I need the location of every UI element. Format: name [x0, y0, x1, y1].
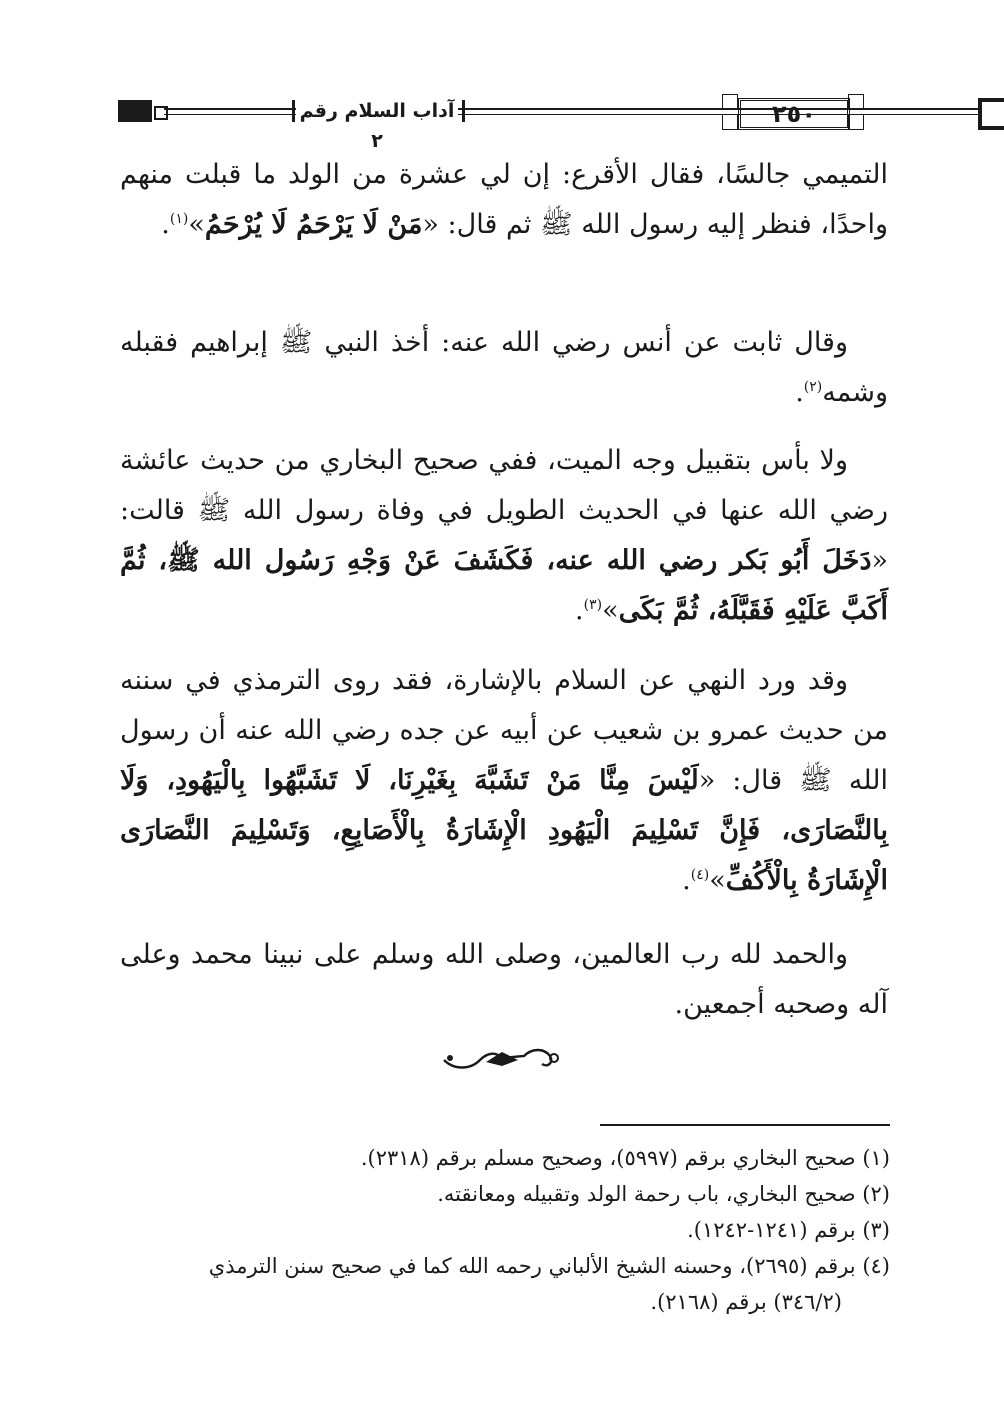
ornament-icon: [722, 114, 738, 130]
footnote-ref[interactable]: (٣): [583, 597, 603, 613]
text: »: [602, 595, 619, 626]
hadith-quote: مَنْ لَا يَرْحَمُ لَا يُرْحَمُ: [204, 209, 423, 240]
footnote-ref[interactable]: (١): [169, 211, 189, 227]
hadith-quote: دَخَلَ أَبُو بَكر رضي الله عنه، فَكَشَفَ عَنْ وَجْهِ رَسُول الله ﷺ، ثُمَّ أَكَبَّ عَلَيْهِ فَقَبَّلَهُ، ثُمَّ بَكَى: [120, 545, 888, 626]
paragraph-4: [120, 656, 888, 906]
header-bar: [292, 100, 295, 122]
decorative-flourish-icon: [440, 1044, 564, 1072]
text: التميمي جالسًا، فقال الأقرع: إن لي عشرة من الولد ما قبلت منهم واحدًا، فنظر إليه رسول الله ﷺ ثم قال: «: [120, 159, 888, 240]
main-text: [120, 318, 888, 418]
book-title: آداب السلام رقم ٢: [296, 96, 458, 156]
hadith-quote: لَيْسَ مِنَّا مَنْ تَشَبَّهَ بِغَيْرِنَا، لَا تَشَبَّهُوا بِالْيَهُودِ، وَلَا بِالنَّصَارَى، فَإِنَّ تَسْلِيمَ الْيَهُودِ الْإِشَارَةُ بِالْأَصَابِعِ، وَتَسْلِيمَ النَّصَارَى الْإِشَارَةُ بِالْأَكُفِّ: [120, 765, 888, 896]
footnote-4-cont: (٣٤٦/٢) برقم (٢١٦٨).: [650, 1290, 842, 1314]
paragraph-1: [120, 150, 888, 250]
page-number: ٢٥٠: [738, 98, 850, 130]
footnote-1: (١) صحيح البخاري برقم (٥٩٩٧)، وصحيح مسلم برقم (٢٣١٨).: [360, 1146, 890, 1170]
page-header: [118, 94, 890, 152]
main-text: [120, 436, 888, 636]
paragraph-5: والحمد لله رب العالمين، وصلى الله وسلم على نبينا محمد وعلى آله وصحبه أجمعين.: [120, 939, 888, 1020]
ornament-icon: [722, 94, 738, 110]
paragraph-2: [120, 318, 888, 418]
header-end-square: [978, 98, 1004, 130]
text: .: [795, 377, 804, 408]
text: .: [161, 209, 170, 240]
text: ولا بأس بتقبيل وجه الميت، ففي صحيح البخاري من حديث عائشة رضي الله عنها في الحديث الطويل في وفاة رسول الله ﷺ قالت: «: [120, 445, 888, 576]
footnote-ref[interactable]: (٢): [803, 379, 823, 395]
main-text: [120, 930, 888, 1030]
footnote-4: (٤) برقم (٢٦٩٥)، وحسنه الشيخ الألباني رحمه الله كما في صحيح سنن الترمذي: [208, 1254, 890, 1278]
paragraph-3: [120, 436, 888, 636]
footnote-rule: [600, 1124, 890, 1126]
text: وقد ورد النهي عن السلام بالإشارة، فقد روى الترمذي في سننه من حديث عمرو بن شعيب عن أبيه عن جده رضي الله عنه أن رسول الله ﷺ قال: «: [120, 665, 888, 796]
main-text: [120, 150, 888, 250]
main-text: [120, 656, 888, 906]
page-number-box: [718, 94, 868, 130]
text: وقال ثابت عن أنس رضي الله عنه: أخذ النبي ﷺ إبراهيم فقبله وشمه: [120, 327, 888, 408]
text: .: [575, 595, 584, 626]
footnote-3: (٣) برقم (١٢٤١-١٢٤٢).: [687, 1218, 890, 1242]
header-corner-square: [154, 106, 168, 120]
header-bar: [462, 100, 465, 122]
text: »: [188, 209, 205, 240]
header-corner-block: [118, 100, 152, 122]
ornament-icon: [848, 114, 864, 130]
text: .: [682, 865, 691, 896]
text: »: [709, 865, 726, 896]
ornament-icon: [848, 94, 864, 110]
footnotes: [110, 1140, 890, 1320]
footnote-ref[interactable]: (٤): [690, 867, 710, 883]
footnote-2: (٢) صحيح البخاري، باب رحمة الولد وتقبيله ومعانقته.: [437, 1182, 890, 1206]
